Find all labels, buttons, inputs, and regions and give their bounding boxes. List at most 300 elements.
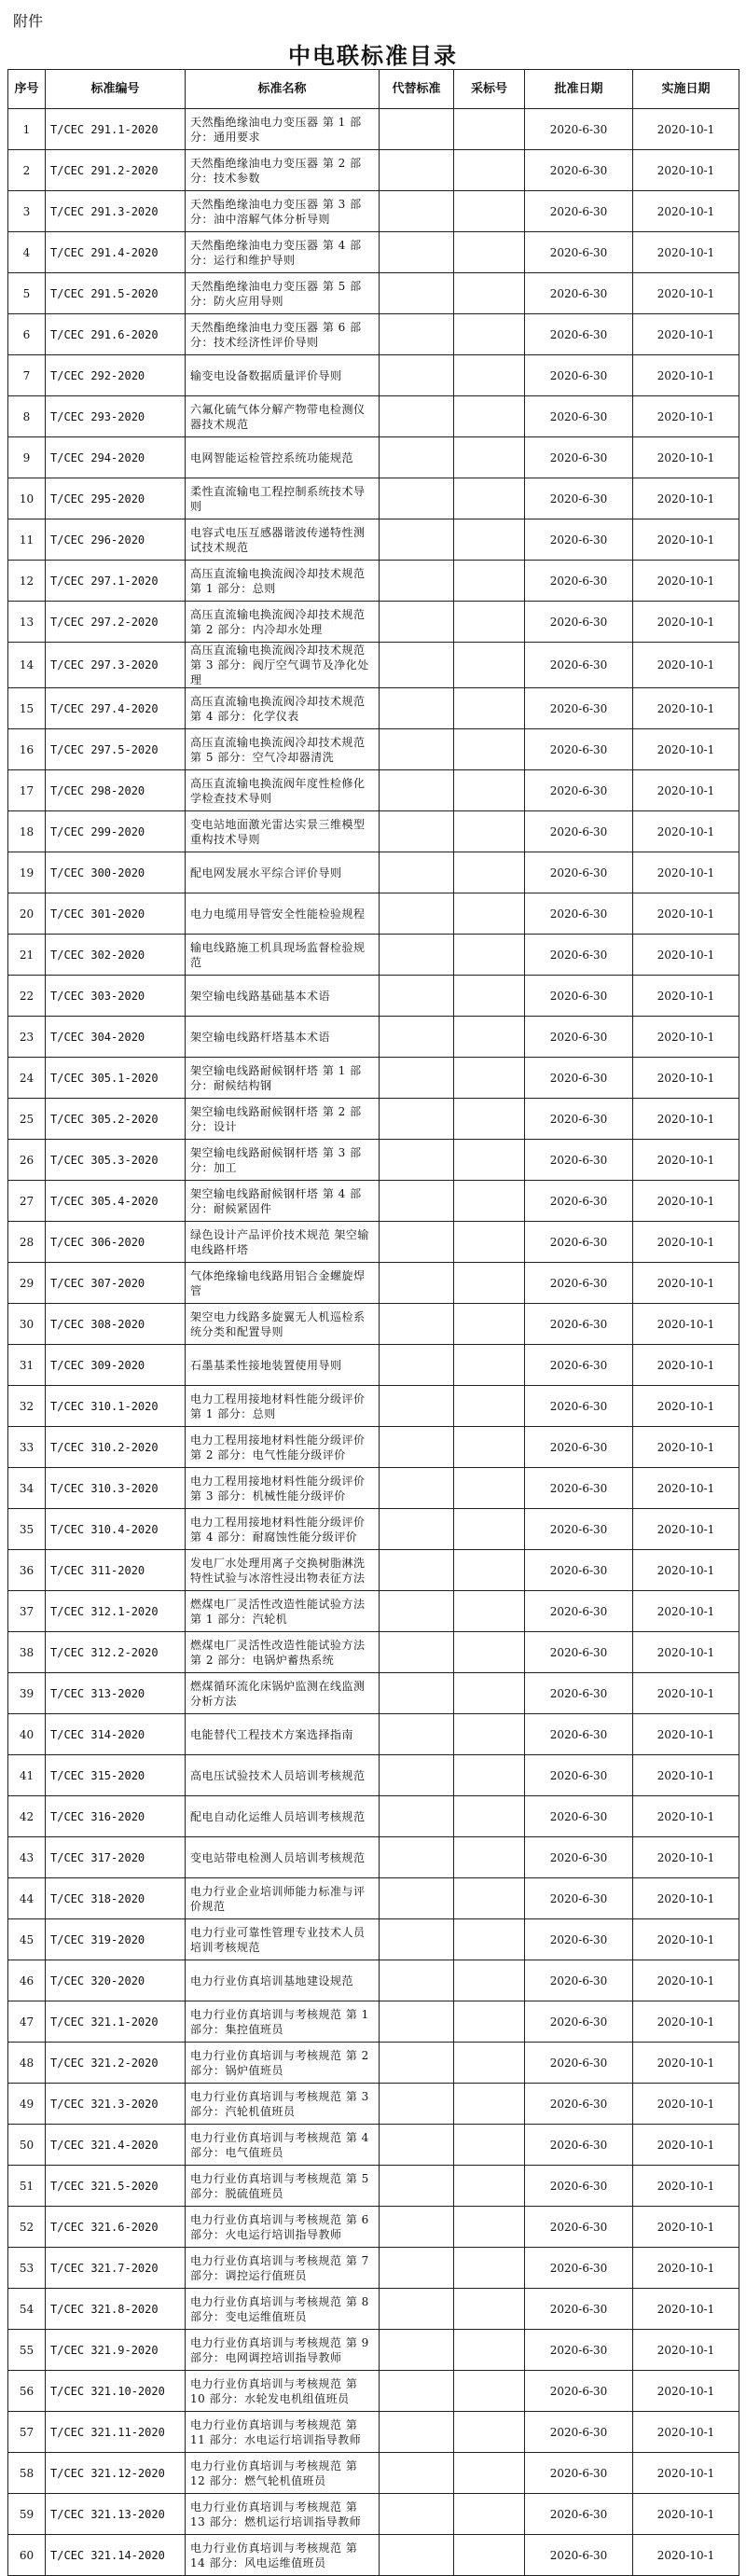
row-seq: 22: [8, 976, 46, 1017]
row-approval-date: 2020-6-30: [525, 355, 633, 396]
row-implementation-date: 2020-10-1: [633, 1304, 739, 1345]
row-seq: 31: [8, 1345, 46, 1386]
row-name: 架空输电线路耐候钢杆塔 第 4 部分：耐候紧固件: [186, 1181, 380, 1222]
row-name: 高压直流输电换流阀冷却技术规范 第 4 部分：化学仪表: [186, 688, 380, 729]
row-name: 电力行业仿真培训与考核规范 第 3 部分：汽轮机值班员: [186, 2084, 380, 2125]
row-replaces: [380, 1591, 454, 1632]
row-implementation-date: 2020-10-1: [633, 273, 739, 314]
row-replaces: [380, 1222, 454, 1263]
row-adopted: [454, 1755, 525, 1796]
row-adopted: [454, 2453, 525, 2494]
row-approval-date: 2020-6-30: [525, 2412, 633, 2453]
row-code: T/CEC 318-2020: [46, 1878, 186, 1919]
row-code: T/CEC 321.8-2020: [46, 2289, 186, 2330]
row-implementation-date: 2020-10-1: [633, 2412, 739, 2453]
row-name: 电力行业仿真培训与考核规范 第 5 部分：脱硫值班员: [186, 2166, 380, 2207]
row-implementation-date: 2020-10-1: [633, 1919, 739, 1960]
row-name: 电力工程用接地材料性能分级评价 第 2 部分：电气性能分级评价: [186, 1427, 380, 1468]
row-approval-date: 2020-6-30: [525, 1017, 633, 1058]
row-adopted: [454, 935, 525, 976]
row-seq: 1: [8, 109, 46, 150]
row-adopted: [454, 1878, 525, 1919]
row-replaces: [380, 1345, 454, 1386]
row-seq: 12: [8, 561, 46, 602]
row-adopted: [454, 1673, 525, 1714]
row-code: T/CEC 315-2020: [46, 1755, 186, 1796]
row-replaces: [380, 273, 454, 314]
row-adopted: [454, 602, 525, 643]
row-seq: 20: [8, 893, 46, 935]
row-adopted: [454, 976, 525, 1017]
row-implementation-date: 2020-10-1: [633, 1673, 739, 1714]
row-seq: 51: [8, 2166, 46, 2207]
row-approval-date: 2020-6-30: [525, 1058, 633, 1099]
row-replaces: [380, 232, 454, 273]
row-name: 架空电力线路多旋翼无人机巡检系统分类和配置导则: [186, 1304, 380, 1345]
row-code: T/CEC 319-2020: [46, 1919, 186, 1960]
row-seq: 35: [8, 1509, 46, 1550]
row-replaces: [380, 1837, 454, 1878]
row-name: 高电压试验技术人员培训考核规范: [186, 1755, 380, 1796]
row-code: T/CEC 310.2-2020: [46, 1427, 186, 1468]
row-implementation-date: 2020-10-1: [633, 478, 739, 519]
row-replaces: [380, 437, 454, 478]
row-seq: 3: [8, 191, 46, 232]
row-replaces: [380, 314, 454, 355]
row-code: T/CEC 314-2020: [46, 1714, 186, 1755]
row-implementation-date: 2020-10-1: [633, 1140, 739, 1181]
row-name: 架空输电线路耐候钢杆塔 第 2 部分：设计: [186, 1099, 380, 1140]
row-approval-date: 2020-6-30: [525, 1632, 633, 1673]
row-adopted: [454, 2166, 525, 2207]
row-code: T/CEC 299-2020: [46, 811, 186, 852]
row-name: 气体绝缘输电线路用铝合金螺旋焊管: [186, 1263, 380, 1304]
table-row: [8, 273, 739, 314]
row-name: 输电线路施工机具现场监督检验规范: [186, 935, 380, 976]
row-approval-date: 2020-6-30: [525, 1468, 633, 1509]
table-row: [8, 1140, 739, 1181]
row-approval-date: 2020-6-30: [525, 478, 633, 519]
row-seq: 45: [8, 1919, 46, 1960]
row-replaces: [380, 811, 454, 852]
row-implementation-date: 2020-10-1: [633, 852, 739, 893]
row-name: 电力行业仿真培训与考核规范 第 12 部分：燃气轮机值班员: [186, 2453, 380, 2494]
row-code: T/CEC 291.5-2020: [46, 273, 186, 314]
row-seq: 26: [8, 1140, 46, 1181]
row-code: T/CEC 321.3-2020: [46, 2084, 186, 2125]
row-implementation-date: 2020-10-1: [633, 935, 739, 976]
row-code: T/CEC 308-2020: [46, 1304, 186, 1345]
row-replaces: [380, 2330, 454, 2371]
row-adopted: [454, 2248, 525, 2289]
page-title: 中电联标准目录: [288, 42, 458, 69]
row-adopted: [454, 1140, 525, 1181]
row-adopted: [454, 1509, 525, 1550]
row-implementation-date: 2020-10-1: [633, 2166, 739, 2207]
row-implementation-date: 2020-10-1: [633, 232, 739, 273]
row-adopted: [454, 232, 525, 273]
row-code: T/CEC 321.4-2020: [46, 2125, 186, 2166]
table-row: [8, 2248, 739, 2289]
row-adopted: [454, 396, 525, 437]
row-implementation-date: 2020-10-1: [633, 2289, 739, 2330]
row-implementation-date: 2020-10-1: [633, 1468, 739, 1509]
table-row: [8, 232, 739, 273]
row-implementation-date: 2020-10-1: [633, 1222, 739, 1263]
table-row: [8, 2412, 739, 2453]
row-name: 架空输电线路耐候钢杆塔 第 3 部分：加工: [186, 1140, 380, 1181]
row-replaces: [380, 602, 454, 643]
row-adopted: [454, 478, 525, 519]
row-adopted: [454, 150, 525, 191]
row-adopted: [454, 2207, 525, 2248]
row-adopted: [454, 1017, 525, 1058]
row-implementation-date: 2020-10-1: [633, 191, 739, 232]
row-seq: 5: [8, 273, 46, 314]
row-name: 变电站地面激光雷达实景三维模型重构技术导则: [186, 811, 380, 852]
row-name: 绿色设计产品评价技术规范 架空输电线路杆塔: [186, 1222, 380, 1263]
row-replaces: [380, 1099, 454, 1140]
table-row: [8, 2043, 739, 2084]
row-adopted: [454, 1099, 525, 1140]
row-adopted: [454, 355, 525, 396]
row-replaces: [380, 1468, 454, 1509]
row-name: 电力电缆用导管安全性能检验规程: [186, 893, 380, 935]
row-adopted: [454, 1181, 525, 1222]
row-implementation-date: 2020-10-1: [633, 1878, 739, 1919]
row-replaces: [380, 1304, 454, 1345]
row-approval-date: 2020-6-30: [525, 1550, 633, 1591]
row-implementation-date: 2020-10-1: [633, 2248, 739, 2289]
header-seq: 序号: [8, 70, 46, 109]
row-code: T/CEC 321.2-2020: [46, 2043, 186, 2084]
row-approval-date: 2020-6-30: [525, 1960, 633, 2001]
row-replaces: [380, 643, 454, 688]
row-implementation-date: 2020-10-1: [633, 561, 739, 602]
row-implementation-date: 2020-10-1: [633, 1755, 739, 1796]
table-row: [8, 109, 739, 150]
row-code: T/CEC 305.3-2020: [46, 1140, 186, 1181]
row-approval-date: 2020-6-30: [525, 109, 633, 150]
row-replaces: [380, 688, 454, 729]
table-row: [8, 811, 739, 852]
row-code: T/CEC 321.12-2020: [46, 2453, 186, 2494]
row-seq: 25: [8, 1099, 46, 1140]
row-code: T/CEC 294-2020: [46, 437, 186, 478]
row-approval-date: 2020-6-30: [525, 519, 633, 561]
row-seq: 50: [8, 2125, 46, 2166]
row-seq: 14: [8, 643, 46, 688]
row-name: 电力工程用接地材料性能分级评价 第 3 部分：机械性能分级评价: [186, 1468, 380, 1509]
table-row: [8, 2371, 739, 2412]
row-implementation-date: 2020-10-1: [633, 1181, 739, 1222]
table-body: [8, 109, 739, 2576]
row-implementation-date: 2020-10-1: [633, 1058, 739, 1099]
row-code: T/CEC 302-2020: [46, 935, 186, 976]
row-replaces: [380, 1878, 454, 1919]
row-code: T/CEC 321.13-2020: [46, 2494, 186, 2535]
row-approval-date: 2020-6-30: [525, 2207, 633, 2248]
row-name: 电力行业仿真培训与考核规范 第 6 部分：火电运行培训指导教师: [186, 2207, 380, 2248]
row-seq: 38: [8, 1632, 46, 1673]
row-code: T/CEC 305.2-2020: [46, 1099, 186, 1140]
row-approval-date: 2020-6-30: [525, 1263, 633, 1304]
row-adopted: [454, 273, 525, 314]
row-seq: 34: [8, 1468, 46, 1509]
row-name: 电网智能运检管控系统功能规范: [186, 437, 380, 478]
row-approval-date: 2020-6-30: [525, 852, 633, 893]
row-seq: 40: [8, 1714, 46, 1755]
row-replaces: [380, 2207, 454, 2248]
row-implementation-date: 2020-10-1: [633, 1427, 739, 1468]
row-adopted: [454, 437, 525, 478]
row-seq: 32: [8, 1386, 46, 1427]
row-adopted: [454, 1222, 525, 1263]
row-adopted: [454, 643, 525, 688]
row-code: T/CEC 293-2020: [46, 396, 186, 437]
row-approval-date: 2020-6-30: [525, 2330, 633, 2371]
row-replaces: [380, 1263, 454, 1304]
row-implementation-date: 2020-10-1: [633, 2084, 739, 2125]
row-replaces: [380, 1140, 454, 1181]
row-code: T/CEC 317-2020: [46, 1837, 186, 1878]
table-row: [8, 1427, 739, 1468]
row-implementation-date: 2020-10-1: [633, 2371, 739, 2412]
table-row: [8, 561, 739, 602]
row-seq: 15: [8, 688, 46, 729]
row-adopted: [454, 1304, 525, 1345]
row-approval-date: 2020-6-30: [525, 2125, 633, 2166]
row-adopted: [454, 2330, 525, 2371]
row-seq: 41: [8, 1755, 46, 1796]
row-implementation-date: 2020-10-1: [633, 2125, 739, 2166]
row-name: 电力行业仿真培训与考核规范 第 11 部分：水电运行培训指导教师: [186, 2412, 380, 2453]
row-replaces: [380, 2535, 454, 2576]
row-approval-date: 2020-6-30: [525, 1673, 633, 1714]
row-code: T/CEC 310.4-2020: [46, 1509, 186, 1550]
row-code: T/CEC 291.1-2020: [46, 109, 186, 150]
row-code: T/CEC 297.5-2020: [46, 729, 186, 770]
row-replaces: [380, 1755, 454, 1796]
row-approval-date: 2020-6-30: [525, 1181, 633, 1222]
row-adopted: [454, 688, 525, 729]
table-row: [8, 1837, 739, 1878]
row-code: T/CEC 321.7-2020: [46, 2248, 186, 2289]
row-approval-date: 2020-6-30: [525, 1591, 633, 1632]
row-implementation-date: 2020-10-1: [633, 355, 739, 396]
row-code: T/CEC 321.11-2020: [46, 2412, 186, 2453]
row-seq: 8: [8, 396, 46, 437]
row-name: 燃煤电厂灵活性改造性能试验方法 第 1 部分：汽轮机: [186, 1591, 380, 1632]
row-name: 天然酯绝缘油电力变压器 第 3 部分：油中溶解气体分析导则: [186, 191, 380, 232]
table-row: [8, 1509, 739, 1550]
table-row: [8, 314, 739, 355]
row-replaces: [380, 1714, 454, 1755]
row-approval-date: 2020-6-30: [525, 688, 633, 729]
row-implementation-date: 2020-10-1: [633, 1550, 739, 1591]
header-replaces: 代替标准: [380, 70, 454, 109]
table-row: [8, 519, 739, 561]
row-seq: 60: [8, 2535, 46, 2576]
row-replaces: [380, 2084, 454, 2125]
row-seq: 7: [8, 355, 46, 396]
table-row: [8, 1099, 739, 1140]
row-adopted: [454, 2494, 525, 2535]
table-row: [8, 1345, 739, 1386]
table-row: [8, 2289, 739, 2330]
row-name: 柔性直流输电工程控制系统技术导则: [186, 478, 380, 519]
row-replaces: [380, 2248, 454, 2289]
row-name: 电力行业仿真培训与考核规范 第 8 部分：变电运维值班员: [186, 2289, 380, 2330]
row-seq: 10: [8, 478, 46, 519]
row-code: T/CEC 301-2020: [46, 893, 186, 935]
table-row: [8, 1550, 739, 1591]
row-replaces: [380, 396, 454, 437]
row-name: 电容式电压互感器谐波传递特性测试技术规范: [186, 519, 380, 561]
row-replaces: [380, 1386, 454, 1427]
row-code: T/CEC 291.3-2020: [46, 191, 186, 232]
row-name: 电力工程用接地材料性能分级评价 第 1 部分：总则: [186, 1386, 380, 1427]
row-replaces: [380, 1632, 454, 1673]
row-approval-date: 2020-6-30: [525, 811, 633, 852]
row-code: T/CEC 312.2-2020: [46, 1632, 186, 1673]
row-implementation-date: 2020-10-1: [633, 1837, 739, 1878]
row-replaces: [380, 561, 454, 602]
row-replaces: [380, 2494, 454, 2535]
row-replaces: [380, 976, 454, 1017]
row-name: 电力行业可靠性管理专业技术人员培训考核规范: [186, 1919, 380, 1960]
row-seq: 21: [8, 935, 46, 976]
table-row: [8, 2494, 739, 2535]
row-replaces: [380, 2412, 454, 2453]
row-replaces: [380, 2125, 454, 2166]
row-name: 电力行业仿真培训与考核规范 第 9 部分：电网调控培训指导教师: [186, 2330, 380, 2371]
table-row: [8, 1386, 739, 1427]
row-adopted: [454, 561, 525, 602]
row-adopted: [454, 893, 525, 935]
table-row: [8, 1673, 739, 1714]
row-seq: 36: [8, 1550, 46, 1591]
row-seq: 19: [8, 852, 46, 893]
row-implementation-date: 2020-10-1: [633, 2207, 739, 2248]
row-name: 天然酯绝缘油电力变压器 第 1 部分：通用要求: [186, 109, 380, 150]
row-code: T/CEC 291.4-2020: [46, 232, 186, 273]
table-row: [8, 396, 739, 437]
row-approval-date: 2020-6-30: [525, 2289, 633, 2330]
row-approval-date: 2020-6-30: [525, 2248, 633, 2289]
row-seq: 13: [8, 602, 46, 643]
row-adopted: [454, 1632, 525, 1673]
row-name: 高压直流输电换流阀冷却技术规范 第 5 部分：空气冷却器清洗: [186, 729, 380, 770]
row-implementation-date: 2020-10-1: [633, 1714, 739, 1755]
row-seq: 57: [8, 2412, 46, 2453]
row-approval-date: 2020-6-30: [525, 2084, 633, 2125]
row-name: 发电厂水处理用离子交换树脂淋洗特性试验与冰溶性浸出物表征方法: [186, 1550, 380, 1591]
row-approval-date: 2020-6-30: [525, 2371, 633, 2412]
row-seq: 11: [8, 519, 46, 561]
row-implementation-date: 2020-10-1: [633, 2043, 739, 2084]
row-adopted: [454, 2412, 525, 2453]
row-implementation-date: 2020-10-1: [633, 1345, 739, 1386]
row-approval-date: 2020-6-30: [525, 232, 633, 273]
row-approval-date: 2020-6-30: [525, 273, 633, 314]
row-replaces: [380, 2453, 454, 2494]
row-code: T/CEC 297.2-2020: [46, 602, 186, 643]
row-implementation-date: 2020-10-1: [633, 1263, 739, 1304]
row-approval-date: 2020-6-30: [525, 314, 633, 355]
row-replaces: [380, 109, 454, 150]
row-approval-date: 2020-6-30: [525, 2001, 633, 2043]
row-name: 电力行业仿真培训与考核规范 第 1 部分：集控值班员: [186, 2001, 380, 2043]
table-row: [8, 478, 739, 519]
row-code: T/CEC 304-2020: [46, 1017, 186, 1058]
table-row: [8, 770, 739, 811]
row-approval-date: 2020-6-30: [525, 1878, 633, 1919]
row-approval-date: 2020-6-30: [525, 976, 633, 1017]
row-approval-date: 2020-6-30: [525, 1140, 633, 1181]
row-code: T/CEC 312.1-2020: [46, 1591, 186, 1632]
row-name: 输变电设备数据质量评价导则: [186, 355, 380, 396]
row-implementation-date: 2020-10-1: [633, 811, 739, 852]
row-replaces: [380, 2043, 454, 2084]
row-implementation-date: 2020-10-1: [633, 2494, 739, 2535]
row-approval-date: 2020-6-30: [525, 1755, 633, 1796]
row-name: 天然酯绝缘油电力变压器 第 5 部分：防火应用导则: [186, 273, 380, 314]
row-adopted: [454, 2125, 525, 2166]
row-seq: 6: [8, 314, 46, 355]
row-approval-date: 2020-6-30: [525, 2166, 633, 2207]
row-approval-date: 2020-6-30: [525, 893, 633, 935]
row-implementation-date: 2020-10-1: [633, 893, 739, 935]
row-approval-date: 2020-6-30: [525, 1345, 633, 1386]
row-implementation-date: 2020-10-1: [633, 2535, 739, 2576]
row-seq: 2: [8, 150, 46, 191]
row-approval-date: 2020-6-30: [525, 1509, 633, 1550]
row-adopted: [454, 1591, 525, 1632]
row-approval-date: 2020-6-30: [525, 1837, 633, 1878]
row-replaces: [380, 1181, 454, 1222]
row-implementation-date: 2020-10-1: [633, 314, 739, 355]
row-adopted: [454, 1714, 525, 1755]
attachment-label: 附件: [13, 12, 44, 30]
table-row: [8, 1222, 739, 1263]
row-approval-date: 2020-6-30: [525, 1427, 633, 1468]
table-row: [8, 1591, 739, 1632]
row-replaces: [380, 2166, 454, 2207]
row-seq: 18: [8, 811, 46, 852]
row-seq: 27: [8, 1181, 46, 1222]
row-replaces: [380, 729, 454, 770]
table-header-row: [8, 70, 739, 109]
table-row: [8, 437, 739, 478]
row-code: T/CEC 321.1-2020: [46, 2001, 186, 2043]
row-adopted: [454, 519, 525, 561]
row-name: 石墨基柔性接地装置使用导则: [186, 1345, 380, 1386]
row-adopted: [454, 1058, 525, 1099]
row-replaces: [380, 1550, 454, 1591]
row-implementation-date: 2020-10-1: [633, 1632, 739, 1673]
row-approval-date: 2020-6-30: [525, 602, 633, 643]
row-name: 架空输电线路杆塔基本术语: [186, 1017, 380, 1058]
row-implementation-date: 2020-10-1: [633, 519, 739, 561]
header-adopted: 采标号: [454, 70, 525, 109]
row-code: T/CEC 297.4-2020: [46, 688, 186, 729]
table-row: [8, 852, 739, 893]
row-seq: 48: [8, 2043, 46, 2084]
row-adopted: [454, 2289, 525, 2330]
table-row: [8, 602, 739, 643]
row-seq: 49: [8, 2084, 46, 2125]
